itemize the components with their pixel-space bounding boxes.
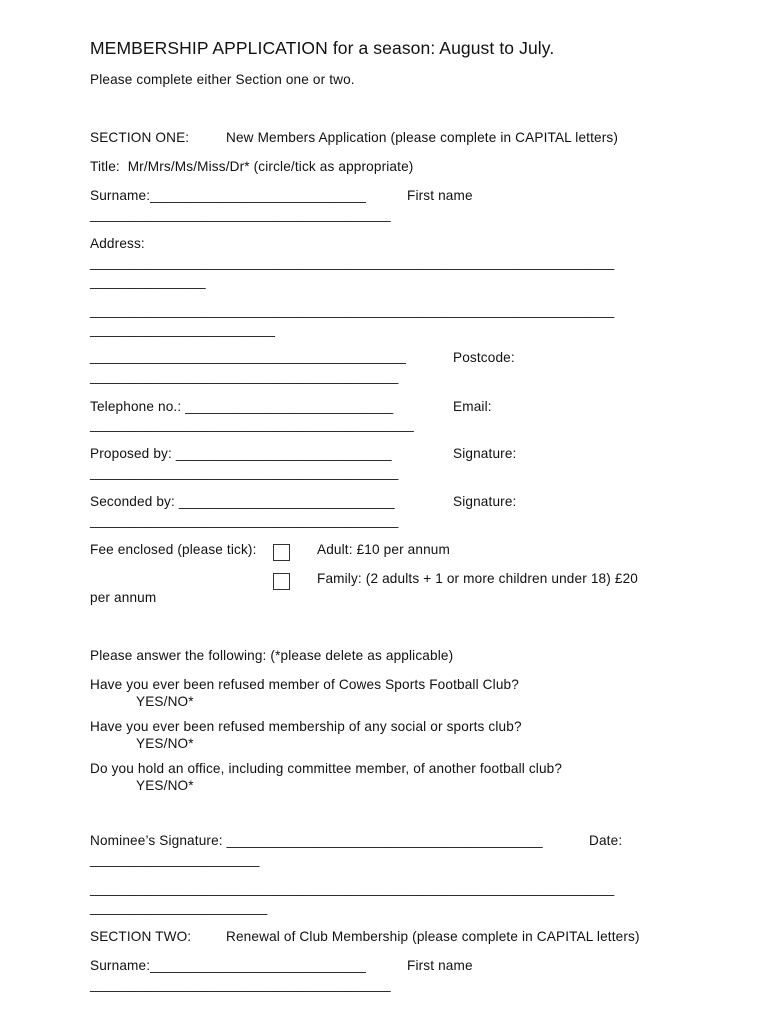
proposed-by-field[interactable]: Proposed by: ____________________________	[90, 446, 392, 461]
seconded-signature-field[interactable]: ________________________________________	[90, 513, 399, 528]
address-line-2[interactable]: ____________________________________________________________________	[90, 303, 615, 318]
form-intro: Please complete either Section one or two.	[90, 72, 355, 87]
section-two-first-name-field[interactable]: _______________________________________	[90, 977, 391, 992]
section-two-label: SECTION TWO:	[90, 929, 192, 944]
blank-line[interactable]: ____________________________________________________________________	[90, 881, 615, 896]
date-field[interactable]: ______________________	[90, 852, 260, 867]
address-line-2-cont[interactable]: ________________________	[90, 322, 276, 337]
section-two-first-name-label: First name	[407, 958, 473, 973]
date-label: Date:	[589, 833, 623, 848]
email-label: Email:	[453, 399, 492, 414]
family-fee-label: Family: (2 adults + 1 or more children under 18) £20	[317, 571, 638, 586]
address-line-1[interactable]: ____________________________________________________________________	[90, 255, 615, 270]
first-name-label: First name	[407, 188, 473, 203]
telephone-field[interactable]: Telephone no.: ___________________________	[90, 399, 394, 414]
address-label: Address:	[90, 236, 145, 251]
question-3: Do you hold an office, including committee member, of another football club?	[90, 761, 563, 776]
question-3-answer[interactable]: YES/NO*	[136, 778, 194, 793]
section-one-label: SECTION ONE:	[90, 130, 190, 145]
question-1: Have you ever been refused member of Cowes Sports Football Club?	[90, 677, 519, 692]
nominee-signature-field[interactable]: Nominee’s Signature: _________________________________________	[90, 833, 543, 848]
questions-intro: Please answer the following: (*please delete as applicable)	[90, 648, 454, 663]
section-one-heading: New Members Application (please complete in CAPITAL letters)	[226, 130, 619, 145]
address-line-1-cont[interactable]: _______________	[90, 274, 206, 289]
section-two-surname-field[interactable]: Surname:____________________________	[90, 958, 367, 973]
family-fee-checkbox[interactable]	[273, 573, 290, 590]
blank-line-cont[interactable]: _______________________	[90, 900, 268, 915]
email-field[interactable]: __________________________________________	[90, 417, 414, 432]
address-line-3[interactable]: _________________________________________	[90, 349, 407, 364]
question-2: Have you ever been refused membership of any social or sports club?	[90, 719, 522, 734]
seconded-by-field[interactable]: Seconded by: ____________________________	[90, 494, 395, 509]
proposed-signature-label: Signature:	[453, 446, 517, 461]
adult-fee-checkbox[interactable]	[273, 544, 290, 561]
postcode-label: Postcode:	[453, 350, 515, 365]
question-2-answer[interactable]: YES/NO*	[136, 736, 194, 751]
adult-fee-label: Adult: £10 per annum	[317, 542, 450, 557]
proposed-signature-field[interactable]: ________________________________________	[90, 465, 399, 480]
surname-field[interactable]: Surname:____________________________	[90, 188, 367, 203]
first-name-field[interactable]: _______________________________________	[90, 207, 391, 222]
postcode-field[interactable]: ________________________________________	[90, 369, 399, 384]
section-two-heading: Renewal of Club Membership (please complete in CAPITAL letters)	[226, 929, 640, 944]
fee-label: Fee enclosed (please tick):	[90, 542, 257, 557]
family-fee-label-cont: per annum	[90, 590, 157, 605]
form-title: MEMBERSHIP APPLICATION for a season: August to July.	[90, 38, 555, 58]
title-field[interactable]: Title: Mr/Mrs/Ms/Miss/Dr* (circle/tick as appropriate)	[90, 159, 414, 174]
seconded-signature-label: Signature:	[453, 494, 517, 509]
question-1-answer[interactable]: YES/NO*	[136, 694, 194, 709]
